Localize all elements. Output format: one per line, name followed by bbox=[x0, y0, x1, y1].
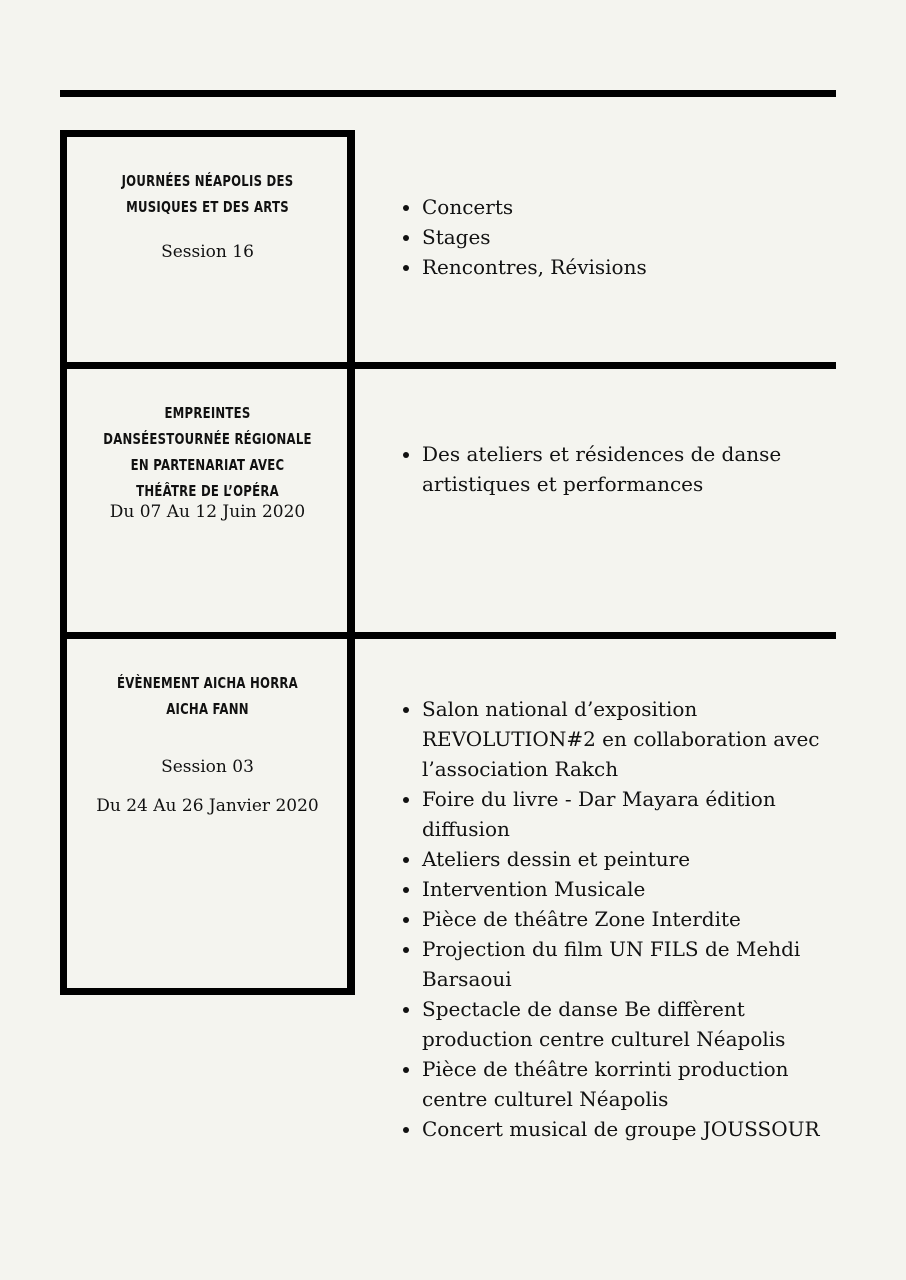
event-title: ÉVÈNEMENT AICHA HORRA AICHA FANN bbox=[117, 674, 298, 718]
list-item: • Projection du film UN FILS de Mehdi Barsaoui bbox=[422, 934, 852, 994]
event-activity-list bbox=[400, 694, 852, 1144]
list-item: • Rencontres, Révisions bbox=[422, 252, 852, 282]
list-item: • Foire du livre - Dar Mayara édition diffusion bbox=[422, 784, 852, 844]
event-dates: Du 24 Au 26 Janvier 2020 bbox=[96, 796, 319, 816]
event-title: EMPREINTES DANSÉESTOURNÉE RÉGIONALE EN PARTENARIAT AVEC THÉÂTRE DE L’OPÉRA bbox=[103, 404, 312, 500]
column-divider bbox=[347, 130, 354, 995]
event-session: Session 03 bbox=[161, 757, 254, 777]
list-item: • Intervention Musicale bbox=[422, 874, 852, 904]
event-dates: Du 07 Au 12 Juin 2020 bbox=[109, 502, 306, 522]
event-activity-list bbox=[400, 192, 852, 282]
list-item: • Salon national d’exposition REVOLUTION#2 en collaboration avec l’association Rakch bbox=[422, 694, 852, 784]
list-item: • Ateliers dessin et peinture bbox=[422, 844, 852, 874]
top-rule bbox=[60, 90, 836, 97]
list-item: • Pièce de théâtre korrinti production centre culturel Néapolis bbox=[422, 1054, 852, 1114]
list-item: • Pièce de théâtre Zone Interdite bbox=[422, 904, 852, 934]
row-divider-2 bbox=[60, 632, 836, 639]
list-item: • Stages bbox=[422, 222, 852, 252]
event-title: JOURNÉES NÉAPOLIS DES MUSIQUES ET DES ARTS bbox=[121, 172, 294, 216]
list-item: • Concerts bbox=[422, 192, 852, 222]
row-divider-1 bbox=[60, 362, 836, 369]
event-activity-list bbox=[400, 439, 852, 499]
event-session: Session 16 bbox=[161, 242, 254, 262]
list-item: • Concert musical de groupe JOUSSOUR bbox=[422, 1114, 852, 1144]
list-item: • Des ateliers et résidences de danse artistiques et performances bbox=[422, 439, 852, 499]
list-item: • Spectacle de danse Be diffèrent production centre culturel Néapolis bbox=[422, 994, 852, 1054]
